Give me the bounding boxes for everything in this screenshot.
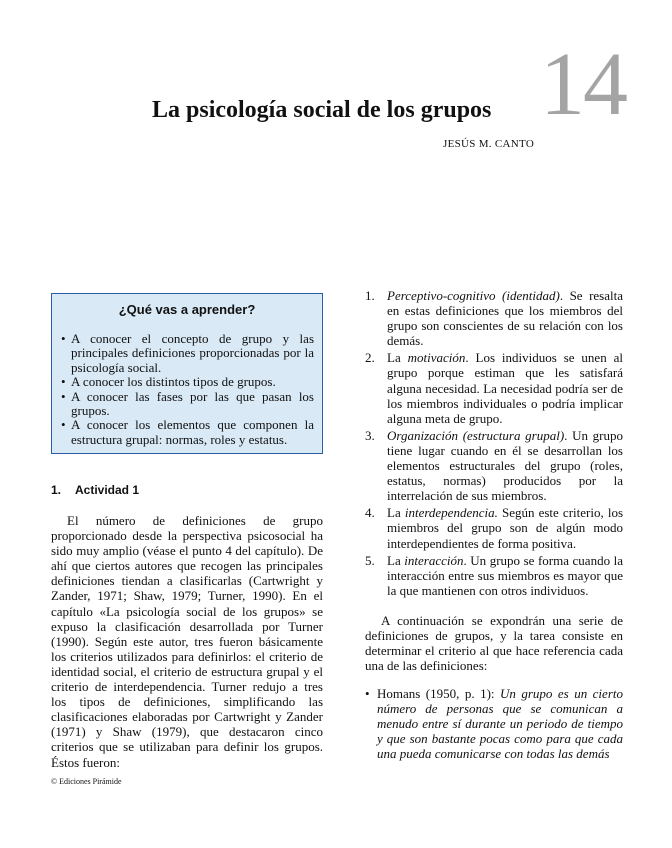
section-title: Actividad 1 [75,483,140,497]
criterion-term: Perceptivo-cognitivo (identidad) [387,288,560,303]
criterion-text: . Los individuos se unen al grupo porque estiman que les satisfará alguna necesidad. La necesidad podría ser de los miembros individuales o podría implicar alguna meta de grupo. [387,350,623,426]
bullet-icon: • [61,374,66,390]
section-heading [51,482,139,498]
list-item [365,288,623,348]
list-item [61,388,314,419]
criterion-text: Según este criterio, los miembros del grupo son de algún modo interdependientes de forma positiva. [387,505,623,551]
list-number: 5. [365,552,375,568]
criterion-text: . Un grupo se forma cuando la interacción entre sus miembros es mayor que la que mantienen con otros individuos. [387,552,623,598]
bullet-icon: • [365,686,370,701]
list-item-text: A conocer las fases por las que pasan los grupos. [71,388,314,419]
criterion-text: . Se resalta en estas definiciones que los miembros del grupo son conscientes de su relación con los demás. [387,288,624,349]
bullet-icon: • [61,417,66,433]
criterion-term: interacción [404,552,464,568]
list-item [365,350,623,425]
list-item-text: A conocer los elementos que componen la estructura grupal: normas, roles y estatus. [71,417,314,447]
criterion-lead: La [387,552,405,568]
list-number: 1. [365,288,375,303]
bullet-icon: • [61,331,66,346]
list-item [61,374,314,390]
bullet-icon: • [61,388,66,404]
page-footer: © Ediciones Pirámide [51,777,122,786]
chapter-title: La psicología social de los grupos [152,97,492,123]
definition-quote [365,686,623,761]
learning-objectives-box [51,293,323,454]
list-item [61,417,314,447]
list-number: 2. [365,350,375,366]
quote-text: Un grupo es un cierto número de personas que se comunican a menudo entre sí durante un periodo de tiempo y que son bastante pocas como para que cada una pueda comunicarse con todas las demás [377,686,623,762]
learning-objectives-list [52,332,322,447]
chapter-author: JESÚS M. CANTO [443,138,535,150]
list-item [365,428,623,503]
list-item [365,505,623,550]
criterion-term: Organización (estructura grupal) [387,427,565,443]
list-item-text: A conocer el concepto de grupo y las principales definiciones proporcionadas por la psicología social. [71,331,314,375]
task-paragraph: A continuación se expondrán una serie de definiciones de grupos, y la tarea consiste en determinar el criterio al que hace referencia cada una de las definiciones: [365,613,623,674]
section-number: 1. [51,483,62,497]
list-item [365,553,623,598]
list-item-text: A conocer los distintos tipos de grupos. [71,374,276,390]
criterion-term: interdependencia. [404,505,498,521]
criteria-list [365,288,623,600]
list-number: 4. [365,505,375,521]
criterion-lead: La [387,350,408,366]
criterion-lead: La [387,505,405,521]
body-paragraph: El número de definiciones de grupo proporcionado desde la perspectiva psicosocial ha sido muy amplio (véase el punto 4 del capítulo). De ahí que ciertos autores que recogen las principales definiciones tiendan a clasificarlas (Cartwright y Zander, 1971; Shaw, 1979; Turner, 1990). En el capítulo «La psicología social de los grupos» se expuso la clasificación desarrollada por Turner (1990). Según este autor, tres fueron básicamente los criterios utilizados para definirlos: el criterio de identidad social, el criterio de estructura grupal y el criterio de interdependencia. Turner redujo a tres los tipos de definiciones, simplificando las clasificaciones elaboradas por Cartwright y Zander (1971) y Shaw (1979), que destacaron cinco criterios que se utilizaban para definir los grupos. Éstos fueron: [51,513,323,770]
list-item [61,331,314,375]
quote-source: Homans (1950, p. 1): [377,686,500,701]
criterion-text: . Un grupo tiene lugar cuando en él se desarrollan los elementos estructurales del grupo (roles, estatus, normas) producidos por la interrelación de sus miembros. [387,427,623,504]
chapter-number: 14 [540,35,626,134]
learning-objectives-title: ¿Qué vas a aprender? [118,302,256,317]
criterion-term: motivación [407,350,466,366]
list-number: 3. [365,427,375,443]
